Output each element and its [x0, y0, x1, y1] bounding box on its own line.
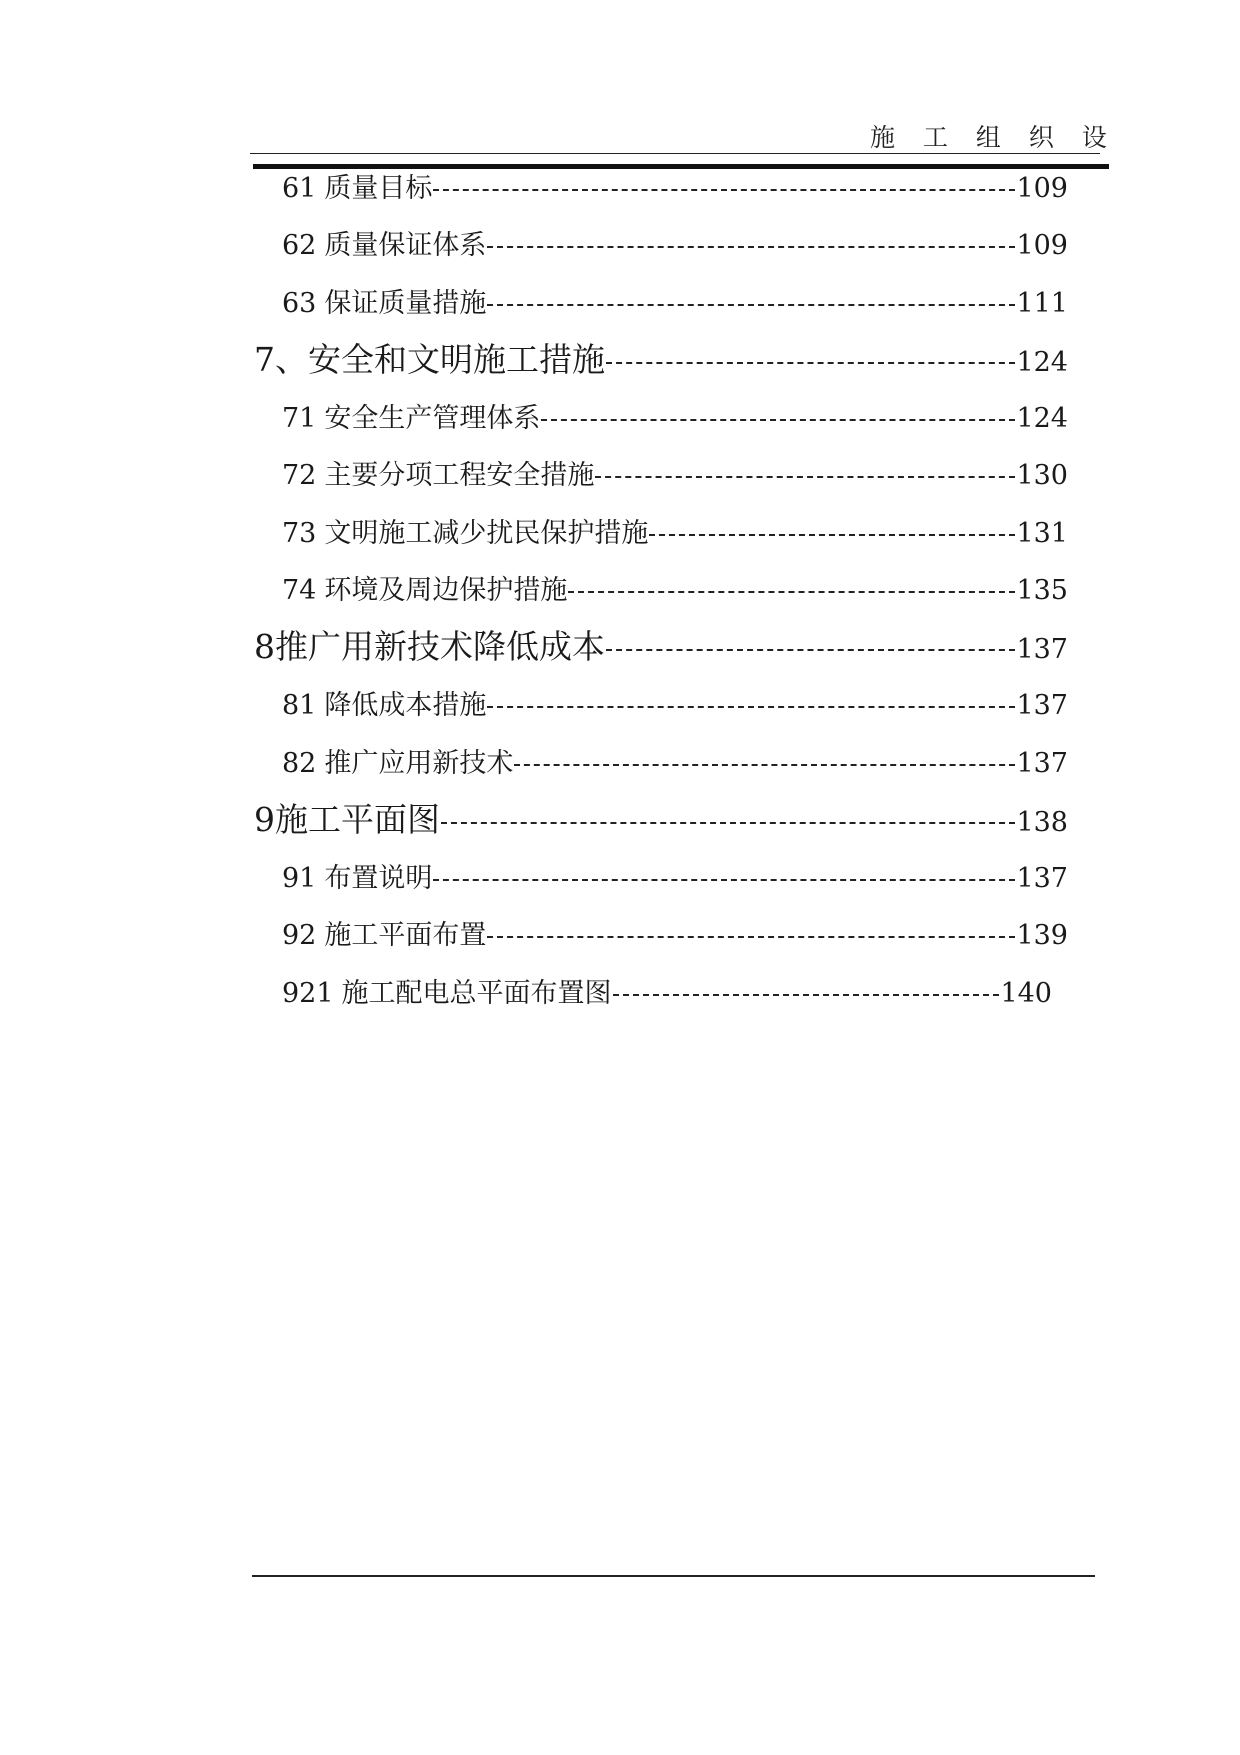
toc-entry-number: 61	[282, 173, 317, 202]
toc-dot-leader	[487, 687, 1015, 714]
toc-entry-page: 137	[1016, 690, 1068, 719]
toc-section-title: 施工平面图	[275, 800, 440, 836]
toc-entry-title: 安全生产管理体系	[324, 403, 541, 432]
toc-section[interactable]	[254, 621, 1068, 663]
toc-entry[interactable]	[282, 166, 1068, 202]
toc-entry[interactable]	[282, 856, 1068, 892]
toc-entry-number: 82	[282, 748, 317, 777]
toc-entry-number: 63	[282, 288, 317, 317]
toc-section-page: 124	[1016, 347, 1068, 376]
toc-dot-leader	[606, 338, 1015, 371]
toc-entry-page: 109	[1016, 173, 1068, 202]
toc-entry[interactable]	[282, 683, 1068, 719]
page-header-title: 施 工 组 织 设	[870, 123, 1117, 152]
toc-section-page: 138	[1016, 807, 1068, 836]
toc-dot-leader	[487, 917, 1015, 944]
toc-entry-number: 62	[282, 230, 317, 259]
toc-entry-page: 131	[1016, 518, 1068, 547]
toc-entry-page: 130	[1016, 460, 1068, 489]
toc-entry-title: 保证质量措施	[324, 288, 487, 317]
toc-entry[interactable]	[282, 453, 1068, 489]
toc-section-number: 8	[254, 627, 275, 663]
toc-section-number: 7、	[254, 340, 308, 376]
toc-entry-number: 92	[282, 920, 317, 949]
toc-section[interactable]	[254, 794, 1068, 836]
toc-entry-page: 139	[1016, 920, 1068, 949]
toc-dot-leader	[487, 285, 1015, 312]
toc-section-title: 推广用新技术降低成本	[275, 627, 605, 663]
toc-entry-title: 降低成本措施	[324, 690, 487, 719]
toc-entry-title: 文明施工减少扰民保护措施	[324, 518, 649, 547]
toc-section-number: 9	[254, 800, 275, 836]
toc-dot-leader	[433, 860, 1015, 887]
toc-entry-title: 环境及周边保护措施	[324, 575, 568, 604]
toc-entry[interactable]	[282, 741, 1068, 777]
toc-dot-leader	[514, 745, 1015, 772]
toc-entry-number: 73	[282, 518, 317, 547]
toc-entry-page: 109	[1016, 230, 1068, 259]
toc-dot-leader	[541, 400, 1015, 427]
toc-entry-title: 布置说明	[324, 863, 433, 892]
toc-entry[interactable]	[282, 568, 1068, 604]
toc-entry[interactable]	[282, 511, 1068, 547]
toc-entry-number: 91	[282, 863, 317, 892]
toc-entry-number: 74	[282, 575, 317, 604]
toc-entry[interactable]	[282, 281, 1068, 317]
toc-entry-page: 140	[1000, 978, 1052, 1007]
toc-entry-number: 72	[282, 460, 317, 489]
toc-entry-title: 施工平面布置	[324, 920, 487, 949]
toc-entry-page: 137	[1016, 748, 1068, 777]
toc-entry-title: 质量目标	[324, 173, 433, 202]
toc-section[interactable]	[254, 334, 1068, 376]
toc-section-page: 137	[1016, 634, 1068, 663]
toc-entry-page: 137	[1016, 863, 1068, 892]
toc-entry[interactable]	[282, 913, 1068, 949]
toc-dot-leader	[441, 798, 1015, 831]
toc-dot-leader	[568, 572, 1015, 599]
toc-section-title: 安全和文明施工措施	[308, 340, 605, 376]
toc-dot-leader	[649, 515, 1015, 542]
toc-dot-leader	[606, 625, 1015, 658]
toc-entry-title: 推广应用新技术	[324, 748, 514, 777]
toc-dot-leader	[487, 227, 1015, 254]
toc-entry-page: 111	[1016, 288, 1068, 317]
toc-entry[interactable]	[282, 971, 1052, 1007]
toc-entry-title: 质量保证体系	[324, 230, 487, 259]
toc-dot-leader	[433, 170, 1015, 197]
toc-entry-page: 135	[1016, 575, 1068, 604]
toc-entry-title: 施工配电总平面布置图	[341, 978, 612, 1007]
toc-entry[interactable]	[282, 396, 1068, 432]
footer-rule	[252, 1575, 1095, 1577]
toc-entry-number: 81	[282, 690, 317, 719]
toc-entry[interactable]	[282, 223, 1068, 259]
toc-entry-number: 71	[282, 403, 317, 432]
toc-dot-leader	[595, 457, 1015, 484]
toc-entry-number: 921	[282, 978, 334, 1007]
toc-entry-page: 124	[1016, 403, 1068, 432]
toc-entry-title: 主要分项工程安全措施	[324, 460, 595, 489]
toc-dot-leader	[613, 975, 1000, 1002]
header-rule-thin	[250, 153, 1100, 154]
